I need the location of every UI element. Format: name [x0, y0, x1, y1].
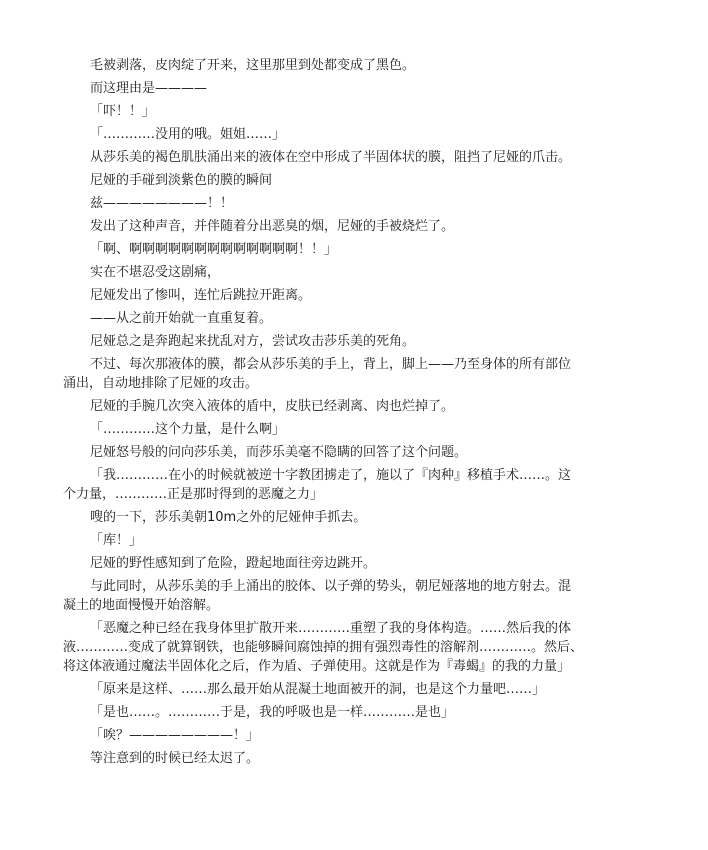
paragraph-6: 尼娅的手碰到淡紫色的膜的瞬间 — [90, 173, 273, 188]
paragraph-17: 尼娅怒号般的问向莎乐美，而莎乐美毫不隐瞒的回答了这个问题。 — [90, 445, 468, 460]
paragraph-10: 实在不堪忍受这剧痛， — [90, 265, 221, 280]
paragraph-5: 从莎乐美的褐色肌肤涌出来的液体在空中形成了半固体状的膜，阻挡了尼娅的爪击。 — [90, 150, 572, 165]
paragraph-11: 尼娅发出了惨叫，连忙后跳拉开距离。 — [90, 288, 312, 303]
paragraph-4: 「…………没用的哦。姐姐……」 — [90, 127, 286, 142]
paragraph-14: 不过、每次那液体的膜，都会从莎乐美的手上，背上，脚上——乃至身体的所有部位涌出，自动地排除了尼娅的攻击。 — [63, 357, 572, 391]
paragraph-23: 「恶魔之种已经在我身体里扩散开来…………重塑了我的身体构造。……然后我的体液…………变成了就算钢铁，也能够瞬间腐蚀掉的拥有强烈毒性的溶解剂…………。然后、将这体液通过魔法半固体化之后，作为盾、子弹使用。这就是作为『毒蝎』的我的力量」 — [63, 621, 584, 674]
paragraph-8: 发出了这种声音，并伴随着分出恶臭的烟，尼娅的手被烧烂了。 — [90, 219, 455, 234]
paragraph-22: 与此同时，从莎乐美的手上涌出的胶体、以子弹的势头，朝尼娅落地的地方射去。混凝土的地面慢慢开始溶解。 — [63, 579, 572, 613]
paragraph-18: 「我…………在小的时候就被逆十字教团掳走了，施以了『肉种』移植手术……。这个力量，…………正是那时得到的恶魔之力」 — [63, 468, 572, 502]
paragraph-26: 「唉？————————！」 — [90, 728, 260, 743]
document-body — [63, 56, 583, 772]
paragraph-25: 「是也……。…………于是，我的呼吸也是一样…………是也」 — [90, 705, 455, 720]
paragraph-19: 嗖的一下，莎乐美朝10m之外的尼娅伸手抓去。 — [90, 510, 367, 525]
paragraph-2: 而这理由是———— — [90, 81, 208, 96]
paragraph-20: 「库！」 — [90, 533, 143, 548]
paragraph-15: 尼娅的手腕几次突入液体的盾中，皮肤已经剥离、肉也烂掉了。 — [90, 399, 455, 414]
paragraph-1: 毛被剥落，皮肉绽了开来，这里那里到处都变成了黑色。 — [90, 58, 416, 73]
paragraph-21: 尼娅的野性感知到了危险，蹬起地面往旁边跳开。 — [90, 556, 377, 571]
paragraph-9: 「啊、啊啊啊啊啊啊啊啊啊啊啊啊啊！！」 — [90, 242, 338, 257]
paragraph-12: ——从之前开始就一直重复着。 — [90, 311, 273, 326]
paragraph-24: 「原来是这样、……那么最开始从混凝土地面被开的洞，也是这个力量吧……」 — [90, 682, 546, 697]
paragraph-7: 兹————————！！ — [90, 196, 234, 211]
paragraph-13: 尼娅总之是奔跑起来扰乱对方，尝试攻击莎乐美的死角。 — [90, 334, 416, 349]
paragraph-16: 「…………这个力量，是什么啊」 — [90, 422, 286, 437]
paragraph-3: 「吓！！」 — [90, 104, 156, 119]
paragraph-27: 等注意到的时候已经太迟了。 — [90, 751, 260, 766]
